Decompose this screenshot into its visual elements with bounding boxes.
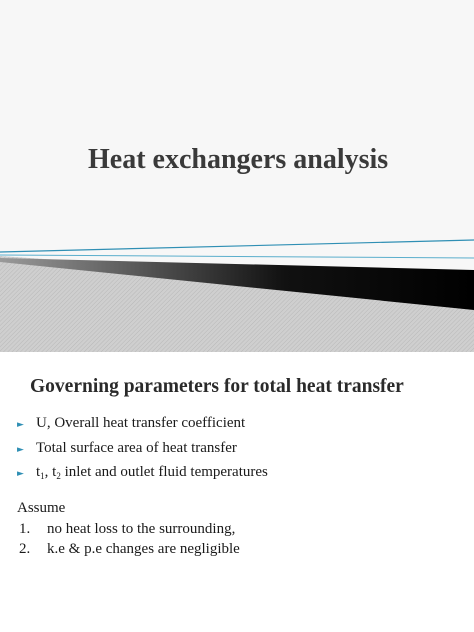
assumption-list: [19, 520, 240, 560]
bullet-arrow-icon: ►: [17, 420, 24, 430]
content-slide: [0, 352, 474, 632]
assume-label: Assume: [17, 500, 66, 516]
list-item: 1. no heat loss to the surrounding,: [19, 521, 236, 537]
list-item: ► U, Overall heat transfer coefficient: [17, 414, 268, 439]
bullet-arrow-icon: ►: [17, 469, 24, 479]
list-item: ► $t_1$, $t_2$ inlet and outlet fluid temperatures: [17, 464, 268, 481]
accent-line-bottom: [0, 255, 474, 258]
list-item: 2. k.e & p.e changes are negligible: [19, 541, 240, 557]
temperature-symbol: $t_1$, $t_2$: [36, 464, 61, 481]
slide-title: Heat exchangers analysis: [88, 144, 389, 175]
parameter-list: [17, 414, 268, 488]
list-item: ► Total surface area of heat transfer: [17, 439, 268, 464]
bullet-arrow-icon: ►: [17, 444, 24, 455]
accent-line-top: [0, 240, 474, 252]
slide-heading: Governing parameters for total heat transfer: [30, 376, 404, 397]
decorative-band: [0, 232, 474, 352]
